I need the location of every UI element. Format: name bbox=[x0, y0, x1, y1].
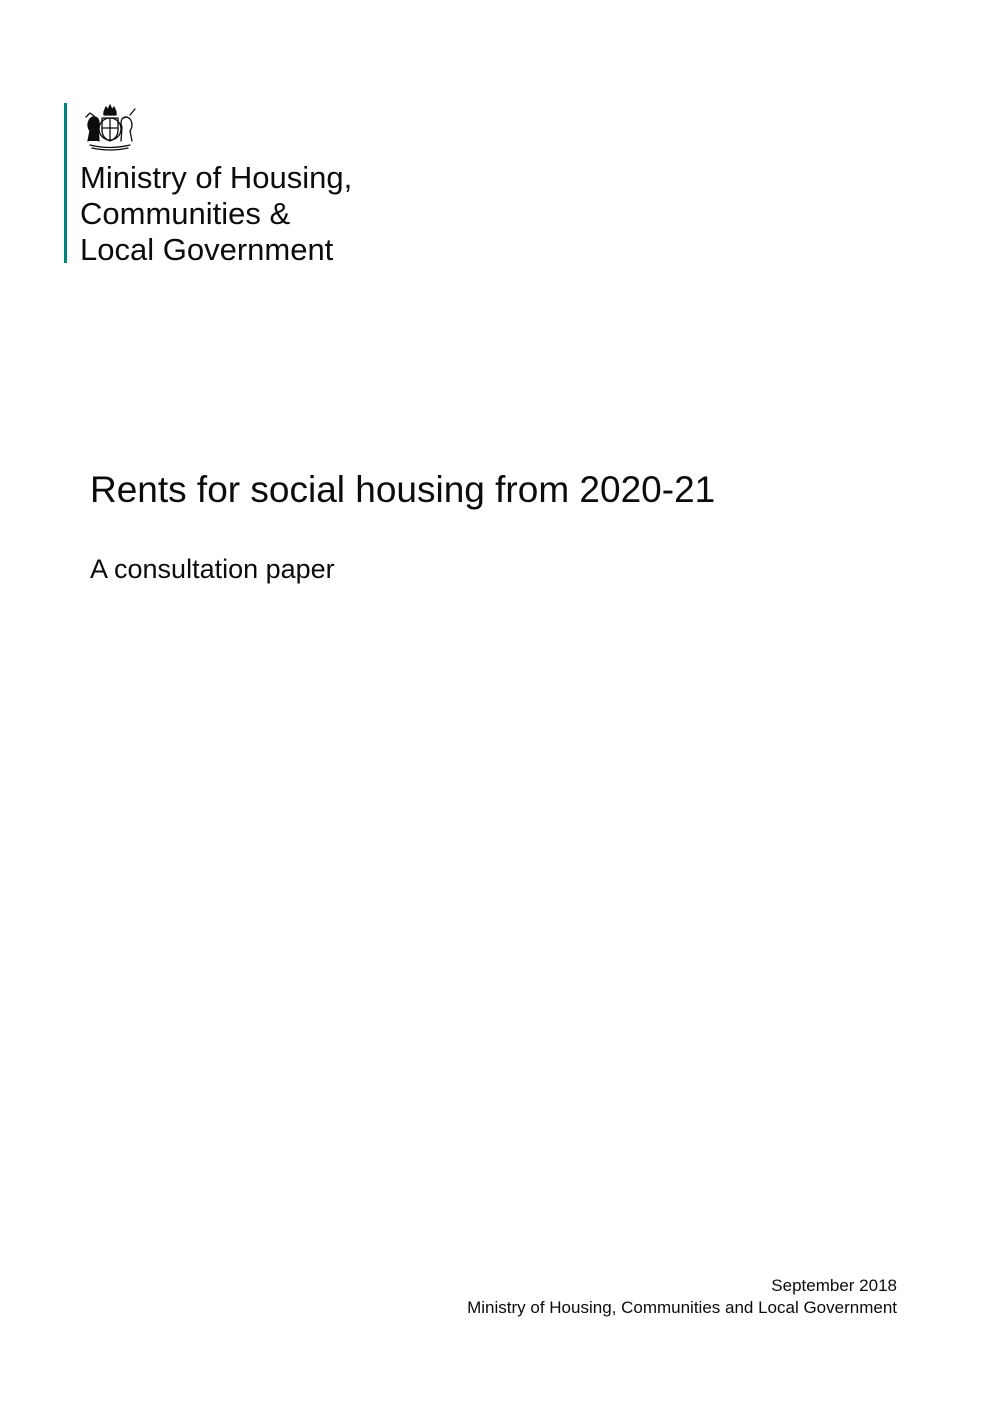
department-name-line: Local Government bbox=[80, 232, 334, 267]
document-subtitle: A consultation paper bbox=[90, 554, 335, 584]
logo-brand-rule bbox=[64, 103, 67, 263]
department-name-line: Communities & bbox=[80, 196, 291, 231]
publication-date: September 2018 bbox=[771, 1276, 897, 1295]
department-name-line: Ministry of Housing, bbox=[80, 160, 353, 195]
publisher-name: Ministry of Housing, Communities and Local Government bbox=[467, 1298, 897, 1317]
publication-footer bbox=[467, 1275, 897, 1319]
royal-coat-of-arms-icon bbox=[80, 103, 140, 151]
document-title: Rents for social housing from 2020-21 bbox=[90, 469, 716, 510]
department-logo bbox=[64, 103, 404, 267]
department-name bbox=[80, 160, 352, 268]
